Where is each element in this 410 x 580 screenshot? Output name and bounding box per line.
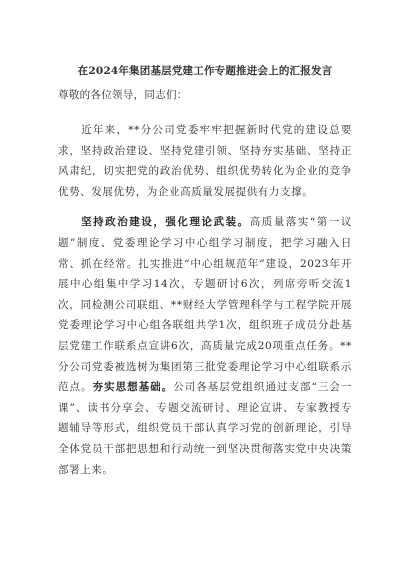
section-heading-political: 坚持政治建设，强化理论武装。 xyxy=(81,216,250,229)
paragraph-text-ideological: 公司各基层党组织通过支部“三会一课”、读书分享会、专题交流研讨、理论宣讲、专家教授专题辅导等形式，组织党员干部认真学习党的创新理论，引导全体党员干部把思想和行动统一到坚决贯彻落实党中央决策部署上来。 xyxy=(58,381,352,476)
paragraph-intro: 近年来，**分公司党委牢牢把握新时代党的建设总要求，坚持政治建设、坚持党建引领、坚持夯实基础、坚持正风肃纪，切实把党的政治优势、组织优势转化为企业的竞争优势、发展优势，为企业高质量发展提供有力支撑。 xyxy=(58,124,352,198)
paragraph-text-political: 高质量落实“第一议题”制度、党委理论学习中心组学习制度，把学习融入日常、抓在经常。扎实推进“中心组规范年”建设，2023年开展中心组集中学习14次，专题研讨6次，列席旁听交流1次，同检测公司联组、**财经大学管理科学与工程学院开展党委理论学习中心组各联组共学1次，组织班子成员分赴基层党建工作联系点宣讲6次，高质量完成20项重点任务。**分公司党委被选树为集团第三批党委理论学习中心组联系示范点。 xyxy=(58,216,352,394)
paragraph-political-building xyxy=(58,212,352,480)
salutation: 尊敬的各位领导，同志们： xyxy=(58,89,188,101)
document-title: 在2024年集团基层党建工作专题推进会上的汇报发言 xyxy=(77,65,333,77)
section-heading-ideological: 夯实思想基础。 xyxy=(92,381,174,394)
